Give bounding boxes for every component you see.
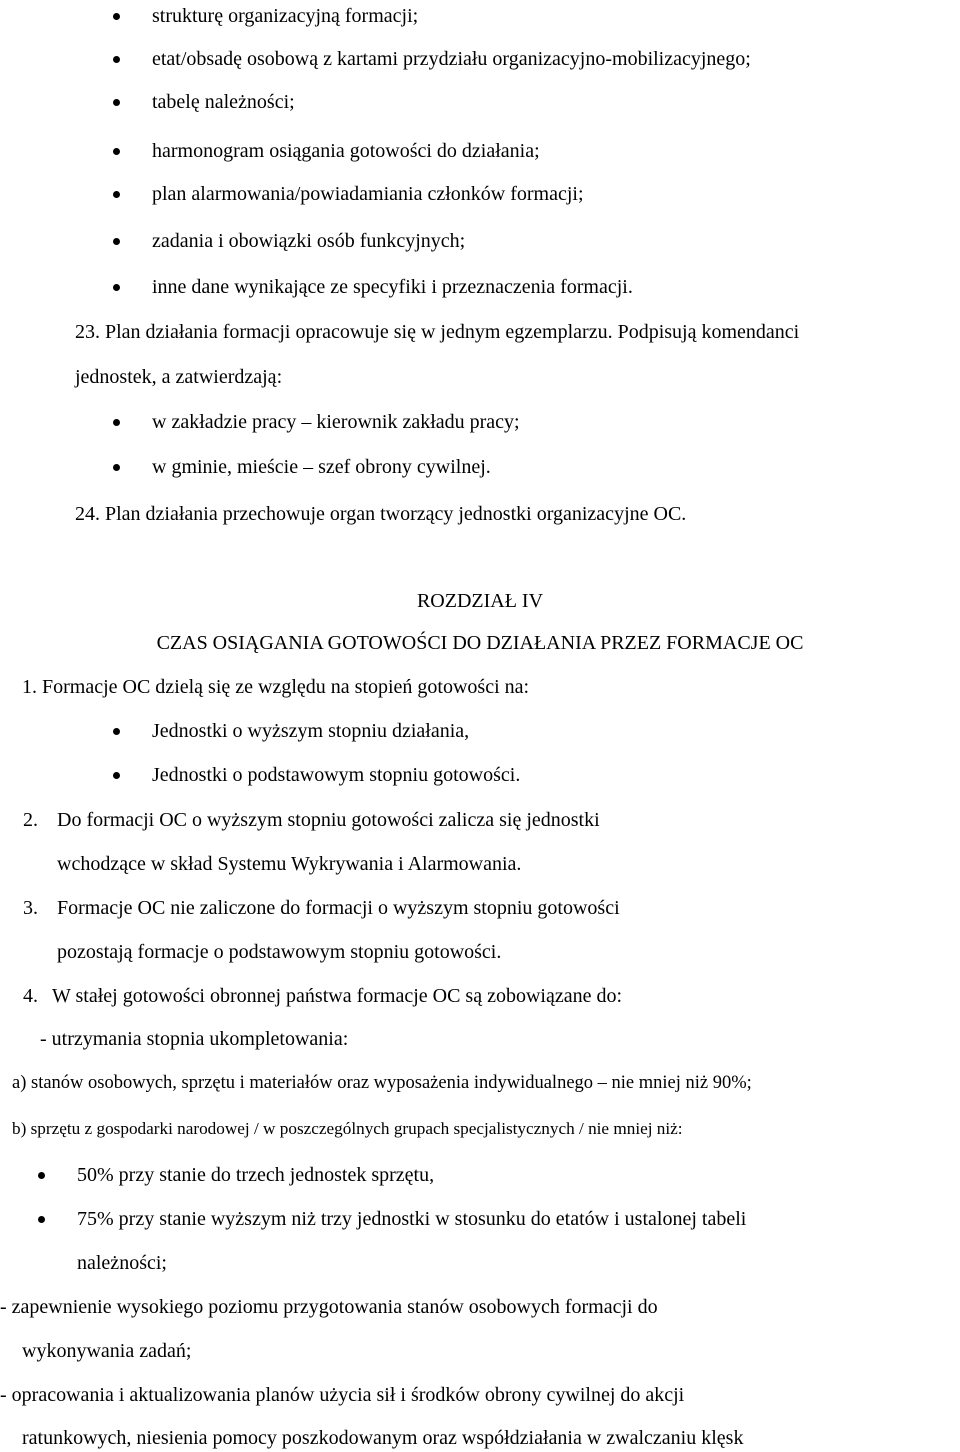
item-b — [0, 1117, 960, 1141]
list-item-text: w gminie, mieście – szef obrony cywilnej. — [152, 456, 491, 478]
bullet-icon — [113, 238, 120, 245]
chapter-subheading — [0, 631, 960, 655]
list-item-text: 75% przy stanie wyższym niż trzy jednostki w stosunku do etatów i ustalonej tabeli — [77, 1208, 747, 1230]
dash-item-text: - zapewnienie wysokiego poziomu przygotowania stanów osobowych formacji do — [0, 1296, 658, 1318]
bullet-icon — [113, 191, 120, 198]
dash-item-cont — [0, 1339, 960, 1363]
list-item-text: w zakładzie pracy – kierownik zakładu pracy; — [152, 411, 520, 433]
dash-item-text: wykonywania zadań; — [22, 1340, 192, 1362]
paragraph-text: 24. Plan działania przechowuje organ tworzący jednostki organizacyjne OC. — [75, 503, 687, 525]
list-item-text: Jednostki o podstawowym stopniu gotowości. — [152, 764, 521, 786]
list-item-text: 50% przy stanie do trzech jednostek sprzętu, — [77, 1164, 435, 1186]
paragraph-number: 2. — [23, 809, 38, 831]
list-item-text: tabelę należności; — [152, 91, 295, 113]
chapter-subtitle: CZAS OSIĄGANIA GOTOWOŚCI DO DZIAŁANIA PRZEZ FORMACJE OC — [156, 632, 804, 654]
dash-item — [0, 1027, 960, 1051]
bullet-icon — [38, 1172, 45, 1179]
chapter-heading — [0, 589, 960, 613]
bullet-icon — [38, 1216, 45, 1223]
paragraph-23 — [0, 320, 960, 344]
list-item-text: plan alarmowania/powiadamiania członków formacji; — [152, 183, 584, 205]
paragraph-text: Do formacji OC o wyższym stopniu gotowości zalicza się jednostki — [57, 809, 600, 831]
chapter-title: ROZDZIAŁ IV — [416, 590, 544, 612]
item-a — [0, 1071, 960, 1095]
paragraph-4 — [0, 984, 960, 1008]
bullet-icon — [113, 56, 120, 63]
paragraph-text: pozostają formacje o podstawowym stopniu gotowości. — [57, 941, 502, 963]
list-item — [0, 182, 960, 206]
list-item-text: należności; — [77, 1252, 167, 1274]
list-item-text: inne dane wynikające ze specyfiki i przeznaczenia formacji. — [152, 276, 633, 298]
dash-item-text: - utrzymania stopnia ukompletowania: — [40, 1028, 349, 1050]
paragraph-number: 4. — [23, 985, 38, 1007]
bullet-icon — [113, 419, 120, 426]
list-item — [0, 719, 960, 743]
paragraph-text: W stałej gotowości obronnej państwa formacje OC są zobowiązane do: — [52, 985, 623, 1007]
list-item-text: harmonogram osiągania gotowości do działania; — [152, 140, 540, 162]
dash-item-cont — [0, 1426, 960, 1450]
bullet-icon — [113, 148, 120, 155]
paragraph-text: Formacje OC nie zaliczone do formacji o wyższym stopniu gotowości — [57, 897, 620, 919]
bullet-icon — [113, 464, 120, 471]
list-item — [0, 763, 960, 787]
paragraph-2-cont — [0, 852, 960, 876]
list-item — [0, 4, 960, 28]
list-item — [0, 139, 960, 163]
paragraph-text: 1. Formacje OC dzielą się ze względu na stopień gotowości na: — [22, 676, 530, 698]
list-item — [0, 47, 960, 71]
list-item — [0, 90, 960, 114]
paragraph-1 — [0, 675, 960, 699]
dash-item — [0, 1295, 960, 1319]
list-item — [0, 410, 960, 434]
paragraph-23-cont — [0, 365, 960, 389]
list-item — [0, 1207, 960, 1231]
bullet-icon — [113, 99, 120, 106]
list-item — [0, 1163, 960, 1187]
paragraph-3 — [0, 896, 960, 920]
list-item-text: strukturę organizacyjną formacji; — [152, 5, 419, 27]
paragraph-number: 3. — [23, 897, 38, 919]
bullet-icon — [113, 13, 120, 20]
list-item — [0, 275, 960, 299]
paragraph-text: jednostek, a zatwierdzają: — [75, 366, 283, 388]
dash-item — [0, 1383, 960, 1407]
list-item-text: Jednostki o wyższym stopniu działania, — [152, 720, 470, 742]
list-item-cont — [0, 1251, 960, 1275]
bullet-icon — [113, 728, 120, 735]
paragraph-text: 23. Plan działania formacji opracowuje się w jednym egzemplarzu. Podpisują komendanci — [75, 321, 800, 343]
bullet-icon — [113, 772, 120, 779]
paragraph-text: wchodzące w skład Systemu Wykrywania i Alarmowania. — [57, 853, 522, 875]
item-b-text: b) sprzętu z gospodarki narodowej / w poszczególnych grupach specjalistycznych / nie mniej niż: — [12, 1119, 683, 1138]
list-item-text: zadania i obowiązki osób funkcyjnych; — [152, 230, 466, 252]
item-a-text: a) stanów osobowych, sprzętu i materiałów oraz wyposażenia indywidualnego – nie mniej niż 90%; — [12, 1073, 752, 1093]
list-item-text: etat/obsadę osobową z kartami przydziału organizacyjno-mobilizacyjnego; — [152, 48, 751, 70]
list-item — [0, 229, 960, 253]
bullet-icon — [113, 284, 120, 291]
paragraph-2 — [0, 808, 960, 832]
paragraph-24 — [0, 502, 960, 526]
paragraph-3-cont — [0, 940, 960, 964]
dash-item-text: ratunkowych, niesienia pomocy poszkodowanym oraz współdziałania w zwalczaniu klęsk — [22, 1427, 744, 1449]
list-item — [0, 455, 960, 479]
dash-item-text: - opracowania i aktualizowania planów użycia sił i środków obrony cywilnej do akcji — [0, 1384, 685, 1406]
